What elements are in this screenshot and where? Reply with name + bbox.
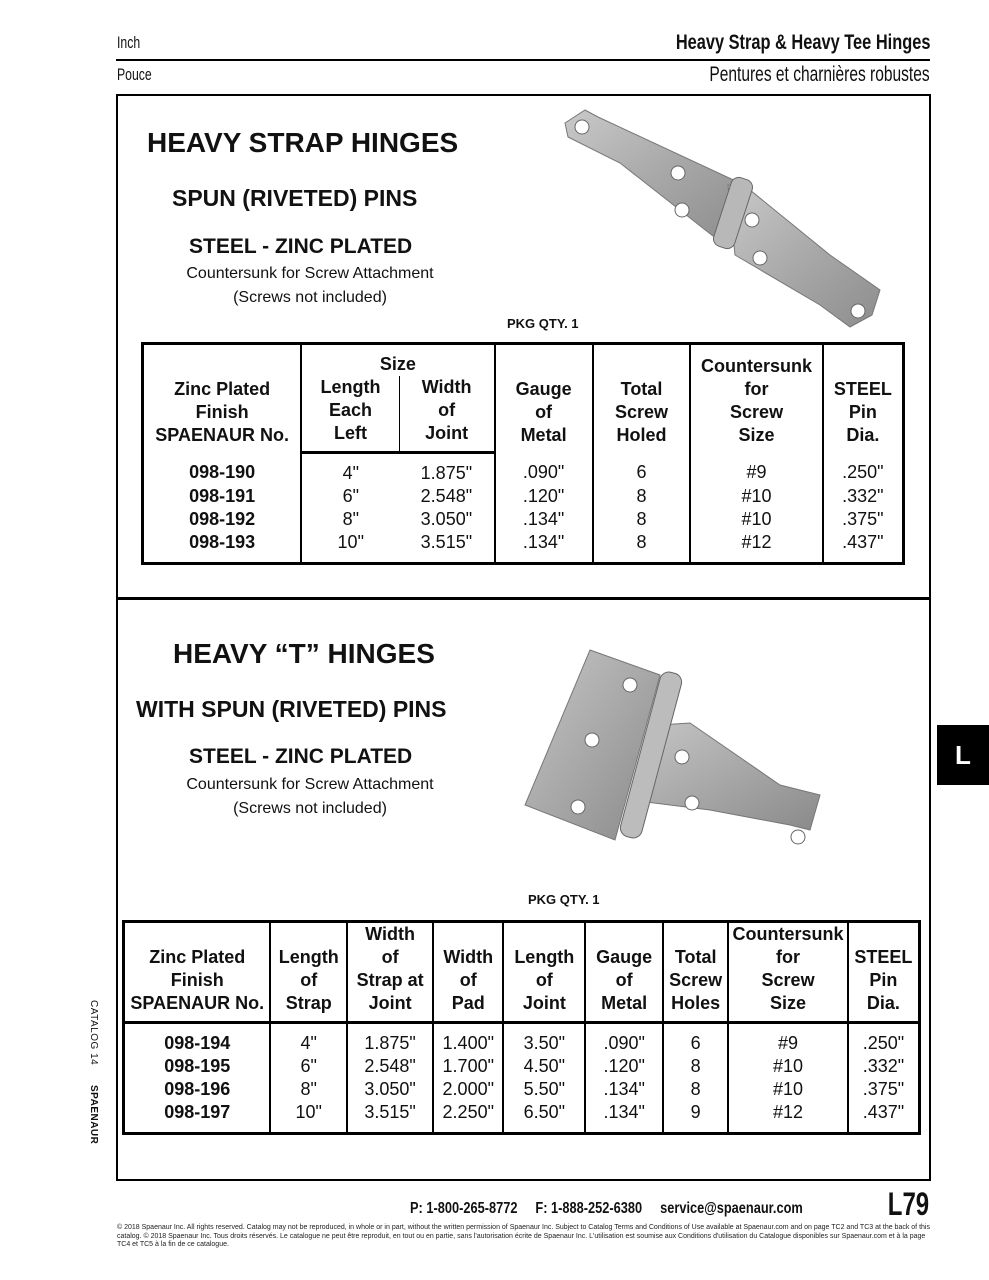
section2-note1: Countersunk for Screw Attachment — [186, 776, 434, 793]
table-row: 098-193 10" 3.515" .134" 8 #12 .437" — [143, 531, 904, 564]
section1-note2: (Screws not included) — [233, 289, 387, 306]
table-row: 098-192 8" 3.050" .134" 8 #10 .375" — [143, 508, 904, 531]
col-header-screw-holes: Total Screw Holes — [663, 922, 728, 1023]
table-row: 098-195 6" 2.548" 1.700" 4.50" .120" 8 #10 .332" — [124, 1055, 920, 1078]
page-title-fr: Pentures et charnières robustes — [709, 63, 930, 86]
catalog-label: CATALOG 14 — [88, 1000, 99, 1066]
section1-title: HEAVY STRAP HINGES — [147, 127, 459, 158]
heavy-t-hinge-image — [520, 645, 830, 845]
col-header-screw-size: Countersunk for Screw Size — [728, 922, 848, 1023]
section1-note1: Countersunk for Screw Attachment — [186, 265, 434, 282]
section2-note2: (Screws not included) — [233, 800, 387, 817]
heavy-strap-hinge-image — [560, 105, 890, 335]
section2-pkg-qty: PKG QTY. 1 — [528, 892, 600, 907]
section-tab-letter: L — [937, 725, 989, 785]
phone-number: P: 1-800-265-8772 — [410, 1200, 518, 1217]
section-divider — [116, 597, 931, 600]
header-rule — [116, 59, 930, 61]
table-row: 098-191 6" 2.548" .120" 8 #10 .332" — [143, 485, 904, 508]
section1-subtitle: SPUN (RIVETED) PINS — [172, 185, 418, 211]
table-row: 098-194 4" 1.875" 1.400" 3.50" .090" 6 #9 .250" — [124, 1023, 920, 1056]
col-header-pin-dia: STEEL Pin Dia. — [823, 344, 904, 453]
fax-number: F: 1-888-252-6380 — [535, 1200, 643, 1217]
section2-material: STEEL - ZINC PLATED — [189, 745, 413, 768]
brand-label: SPAENAUR — [88, 1085, 99, 1145]
section1-material: STEEL - ZINC PLATED — [189, 235, 413, 258]
unit-label-en: Inch — [117, 33, 141, 52]
col-header-gauge: Gauge of Metal — [585, 922, 663, 1023]
col-header-screw-size: Countersunk for Screw Size — [690, 344, 822, 453]
page-title-en: Heavy Strap & Heavy Tee Hinges — [675, 31, 930, 54]
table-row: 098-190 4" 1.875" .090" 6 #9 .250" — [143, 453, 904, 486]
col-header-joint-length: Length of Joint — [503, 922, 585, 1023]
section2-subtitle: WITH SPUN (RIVETED) PINS — [136, 696, 447, 722]
page-number: L79 — [887, 1186, 929, 1222]
col-header-gauge: Gauge of Metal — [495, 344, 593, 453]
col-header-pin-dia: STEEL Pin Dia. — [848, 922, 920, 1023]
strap-hinge-spec-table — [141, 342, 905, 565]
col-header-screw-holes: Total Screw Holed — [593, 344, 691, 453]
table-row: 098-197 10" 3.515" 2.250" 6.50" .134" 9 #12 .437" — [124, 1101, 920, 1134]
unit-label-fr: Pouce — [117, 65, 152, 84]
col-header-pad-width: Width of Pad — [433, 922, 503, 1023]
email-link[interactable]: service@spaenaur.com — [660, 1200, 803, 1217]
t-hinge-spec-table — [122, 920, 921, 1135]
col-header-strap-length: Length of Strap — [270, 922, 347, 1023]
col-header-part-no: Zinc Plated Finish SPAENAUR No. — [155, 378, 289, 445]
legal-notice: © 2018 Spaenaur Inc. All rights reserved. Catalog may not be reproduced, in whole or in part, without the written permission of Spaenaur Inc. Subject to Catalog Terms and Conditions of Use available at Spaenaur.com and on page TC2 and TC3 at the back of this catalog. © 2018 Spaenaur Inc. Tous droits réservés. Le catalogue ne peut être reproduit, en tout ou en partie, sans l'autorisation écrite de Spaenaur Inc. L'utilisation est soumise aux Conditions d'utilisation du Catalogue disponibles sur Spaenaur.com et à la page TC4 et TC5 à la fin de ce catalogue. — [117, 1224, 930, 1248]
col-header-length: Length Each Left — [301, 376, 399, 453]
table-row: 098-196 8" 3.050" 2.000" 5.50" .134" 8 #10 .375" — [124, 1078, 920, 1101]
section1-pkg-qty: PKG QTY. 1 — [507, 316, 579, 331]
contact-line — [410, 1200, 817, 1218]
section2-title: HEAVY “T” HINGES — [173, 638, 435, 669]
col-group-size: Size — [301, 344, 494, 377]
col-header-width: Width of Joint — [399, 376, 494, 453]
col-header-part-no: Zinc Plated Finish SPAENAUR No. — [124, 922, 271, 1023]
col-header-strap-width: Width of Strap at Joint — [347, 922, 433, 1023]
